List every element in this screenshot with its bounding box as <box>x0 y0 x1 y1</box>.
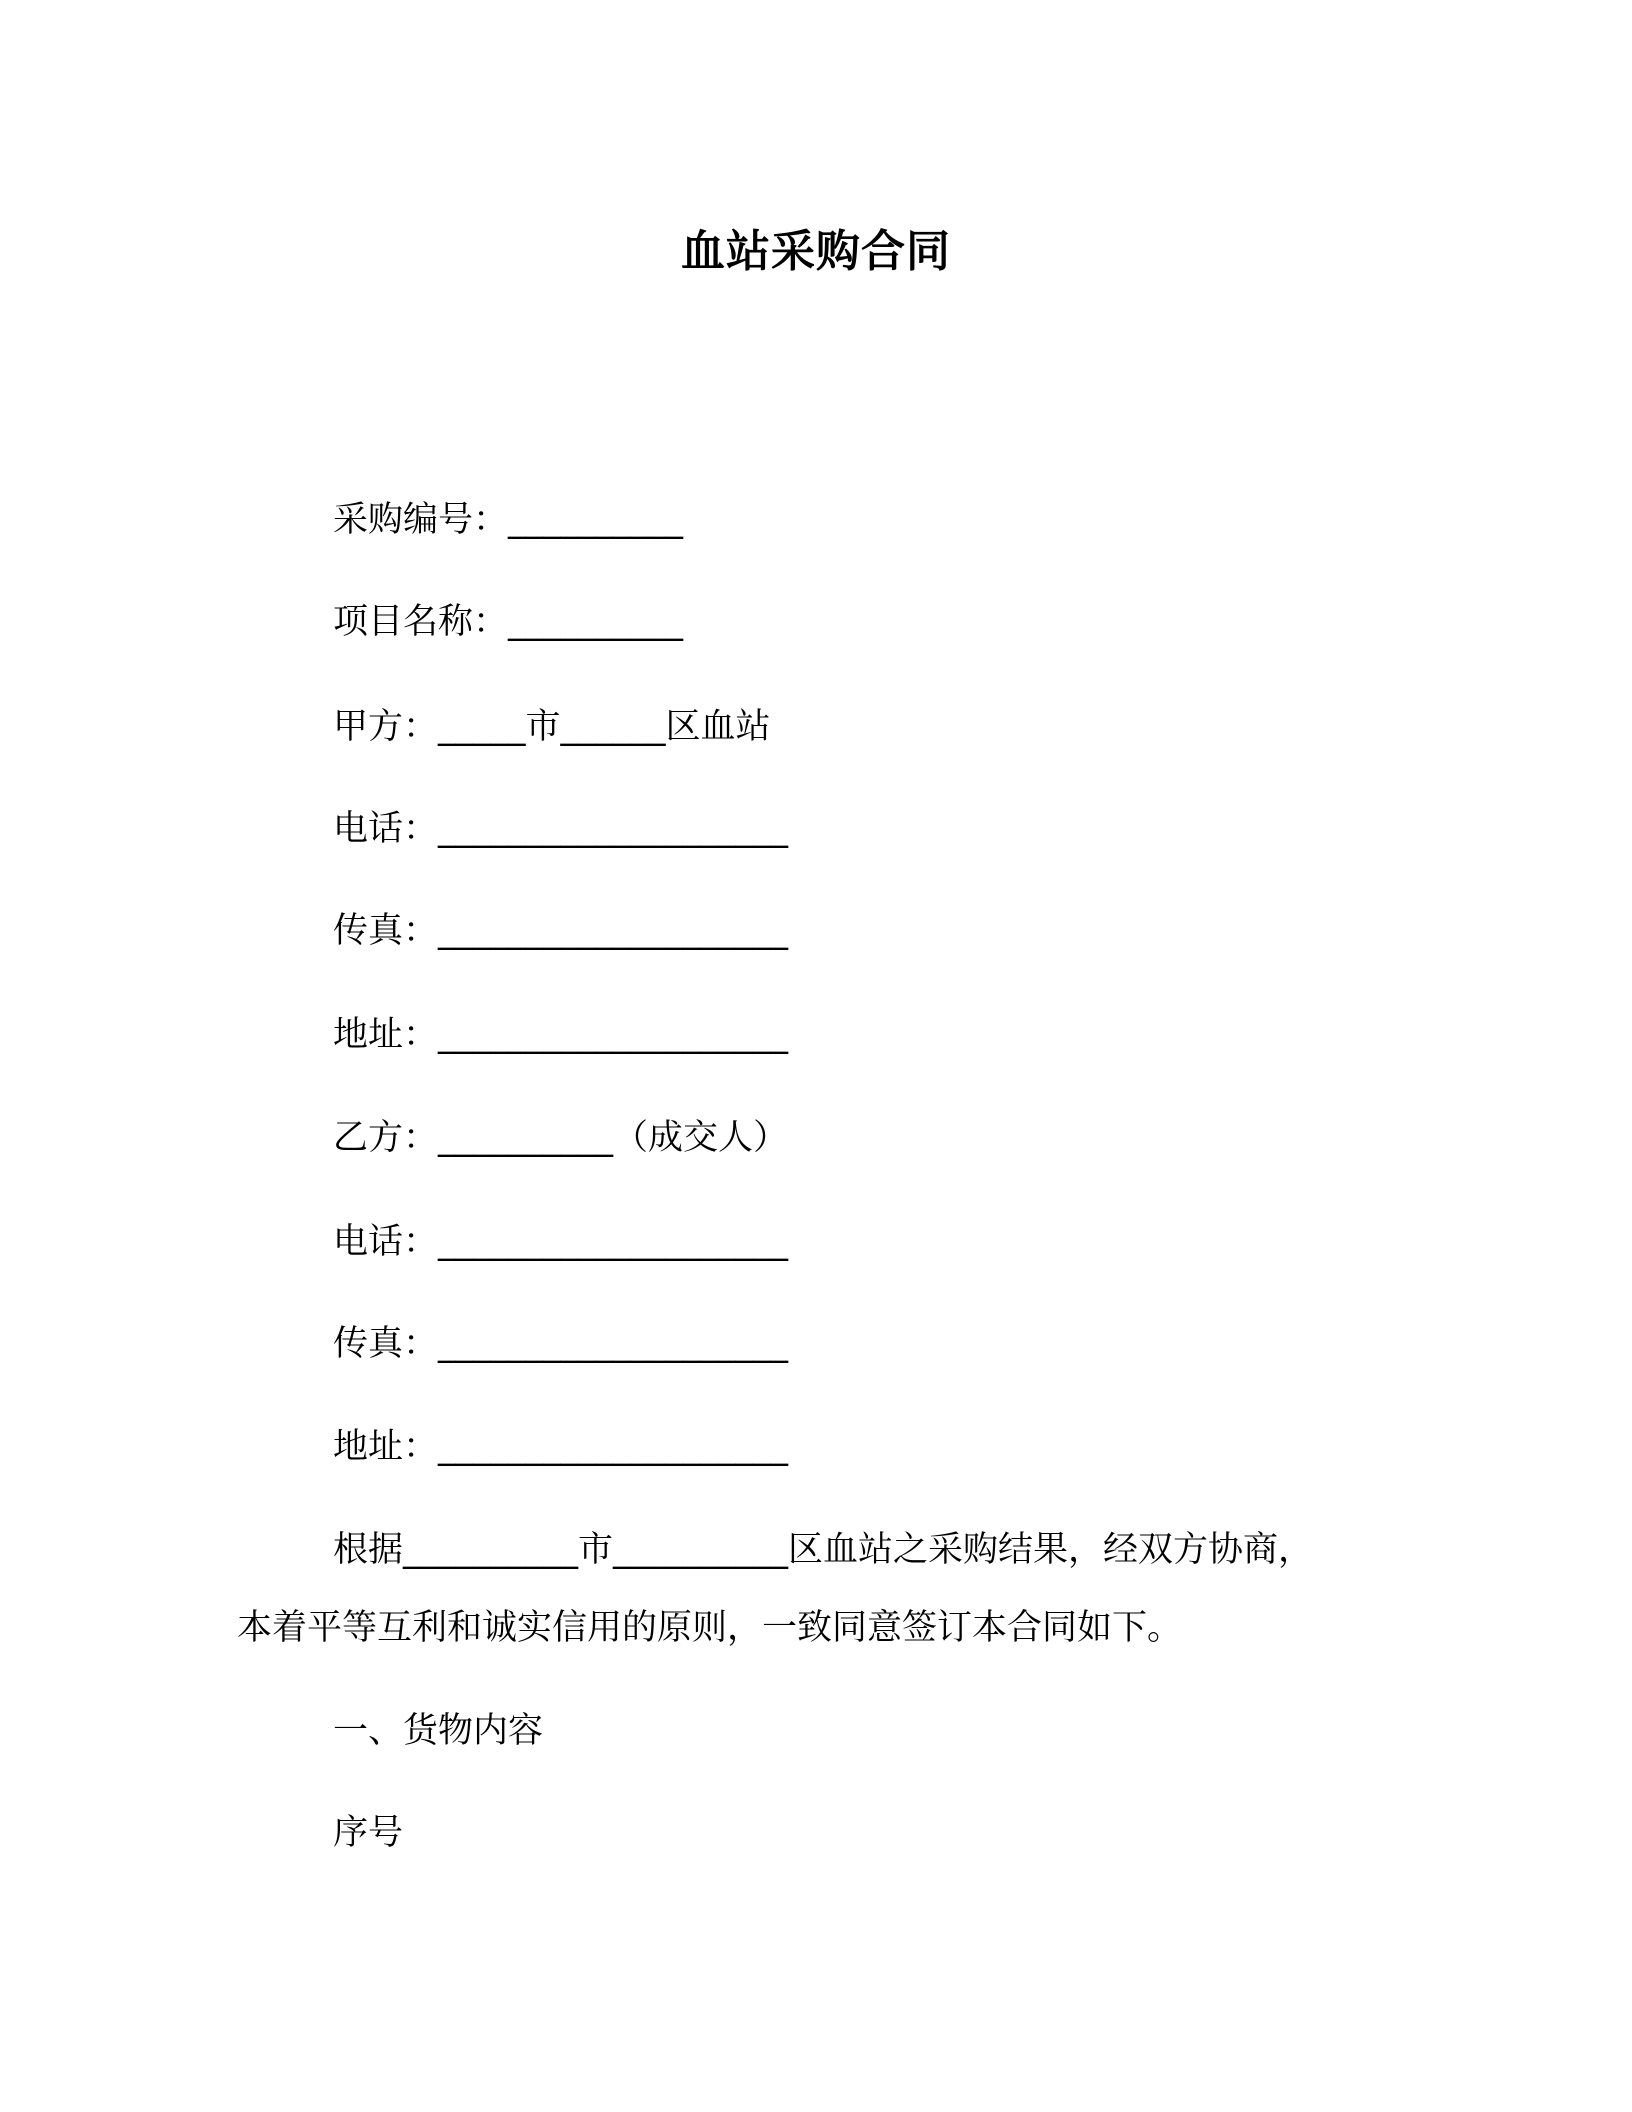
intro-prefix: 根据 <box>333 1530 404 1570</box>
party-a-address-blank[interactable]: ____________________ <box>438 1015 789 1055</box>
party-b-fax-field <box>333 1319 788 1369</box>
party-a-field <box>333 702 771 752</box>
party-a-fax-field <box>333 906 788 956</box>
party-b-fax-blank[interactable]: ____________________ <box>438 1324 789 1364</box>
party-b-address-field <box>333 1422 788 1472</box>
party-a-district-blank[interactable]: ______ <box>560 707 666 747</box>
party-a-phone-label: 电话： <box>333 809 439 849</box>
purchase-no-blank[interactable]: __________ <box>508 500 684 540</box>
party-b-label: 乙方： <box>333 1118 439 1158</box>
intro-city-blank[interactable]: __________ <box>403 1530 579 1570</box>
intro-line-2: 本着平等互利和诚实信用的原则，一致同意签订本合同如下。 <box>237 1608 1183 1648</box>
party-a-city-text: 市 <box>525 707 561 747</box>
purchase-no-label: 采购编号： <box>333 500 509 540</box>
party-a-address-field <box>333 1010 788 1060</box>
party-a-fax-label: 传真： <box>333 911 439 951</box>
intro-district-blank[interactable]: __________ <box>613 1530 789 1570</box>
intro-city-text: 市 <box>578 1530 614 1570</box>
intro-suffix: 区血站之采购结果，经双方协商， <box>788 1530 1314 1570</box>
party-b-address-blank[interactable]: ____________________ <box>438 1427 789 1467</box>
table-header-seq: 序号 <box>333 1813 404 1853</box>
project-name-blank[interactable]: __________ <box>508 602 684 642</box>
party-a-city-blank[interactable]: _____ <box>438 707 526 747</box>
party-b-fax-label: 传真： <box>333 1324 439 1364</box>
party-a-district-text: 区血站 <box>665 707 771 747</box>
party-b-phone-blank[interactable]: ____________________ <box>438 1222 789 1262</box>
party-a-address-label: 地址： <box>333 1015 439 1055</box>
party-b-blank[interactable]: __________ <box>438 1118 614 1158</box>
party-b-note: （成交人） <box>613 1118 789 1158</box>
section-1-title: 一、货物内容 <box>333 1711 544 1751</box>
party-a-fax-blank[interactable]: ____________________ <box>438 911 789 951</box>
project-name-field <box>333 597 683 647</box>
project-name-label: 项目名称： <box>333 602 509 642</box>
document-title: 血站采购合同 <box>681 226 951 277</box>
party-b-phone-field <box>333 1217 788 1267</box>
intro-line-1 <box>333 1525 1313 1575</box>
party-b-address-label: 地址： <box>333 1427 439 1467</box>
party-b-phone-label: 电话： <box>333 1222 439 1262</box>
party-b-field <box>333 1113 788 1163</box>
purchase-no-field <box>333 495 683 545</box>
party-a-label: 甲方： <box>333 707 439 747</box>
party-a-phone-field <box>333 804 788 854</box>
party-a-phone-blank[interactable]: ____________________ <box>438 809 789 849</box>
